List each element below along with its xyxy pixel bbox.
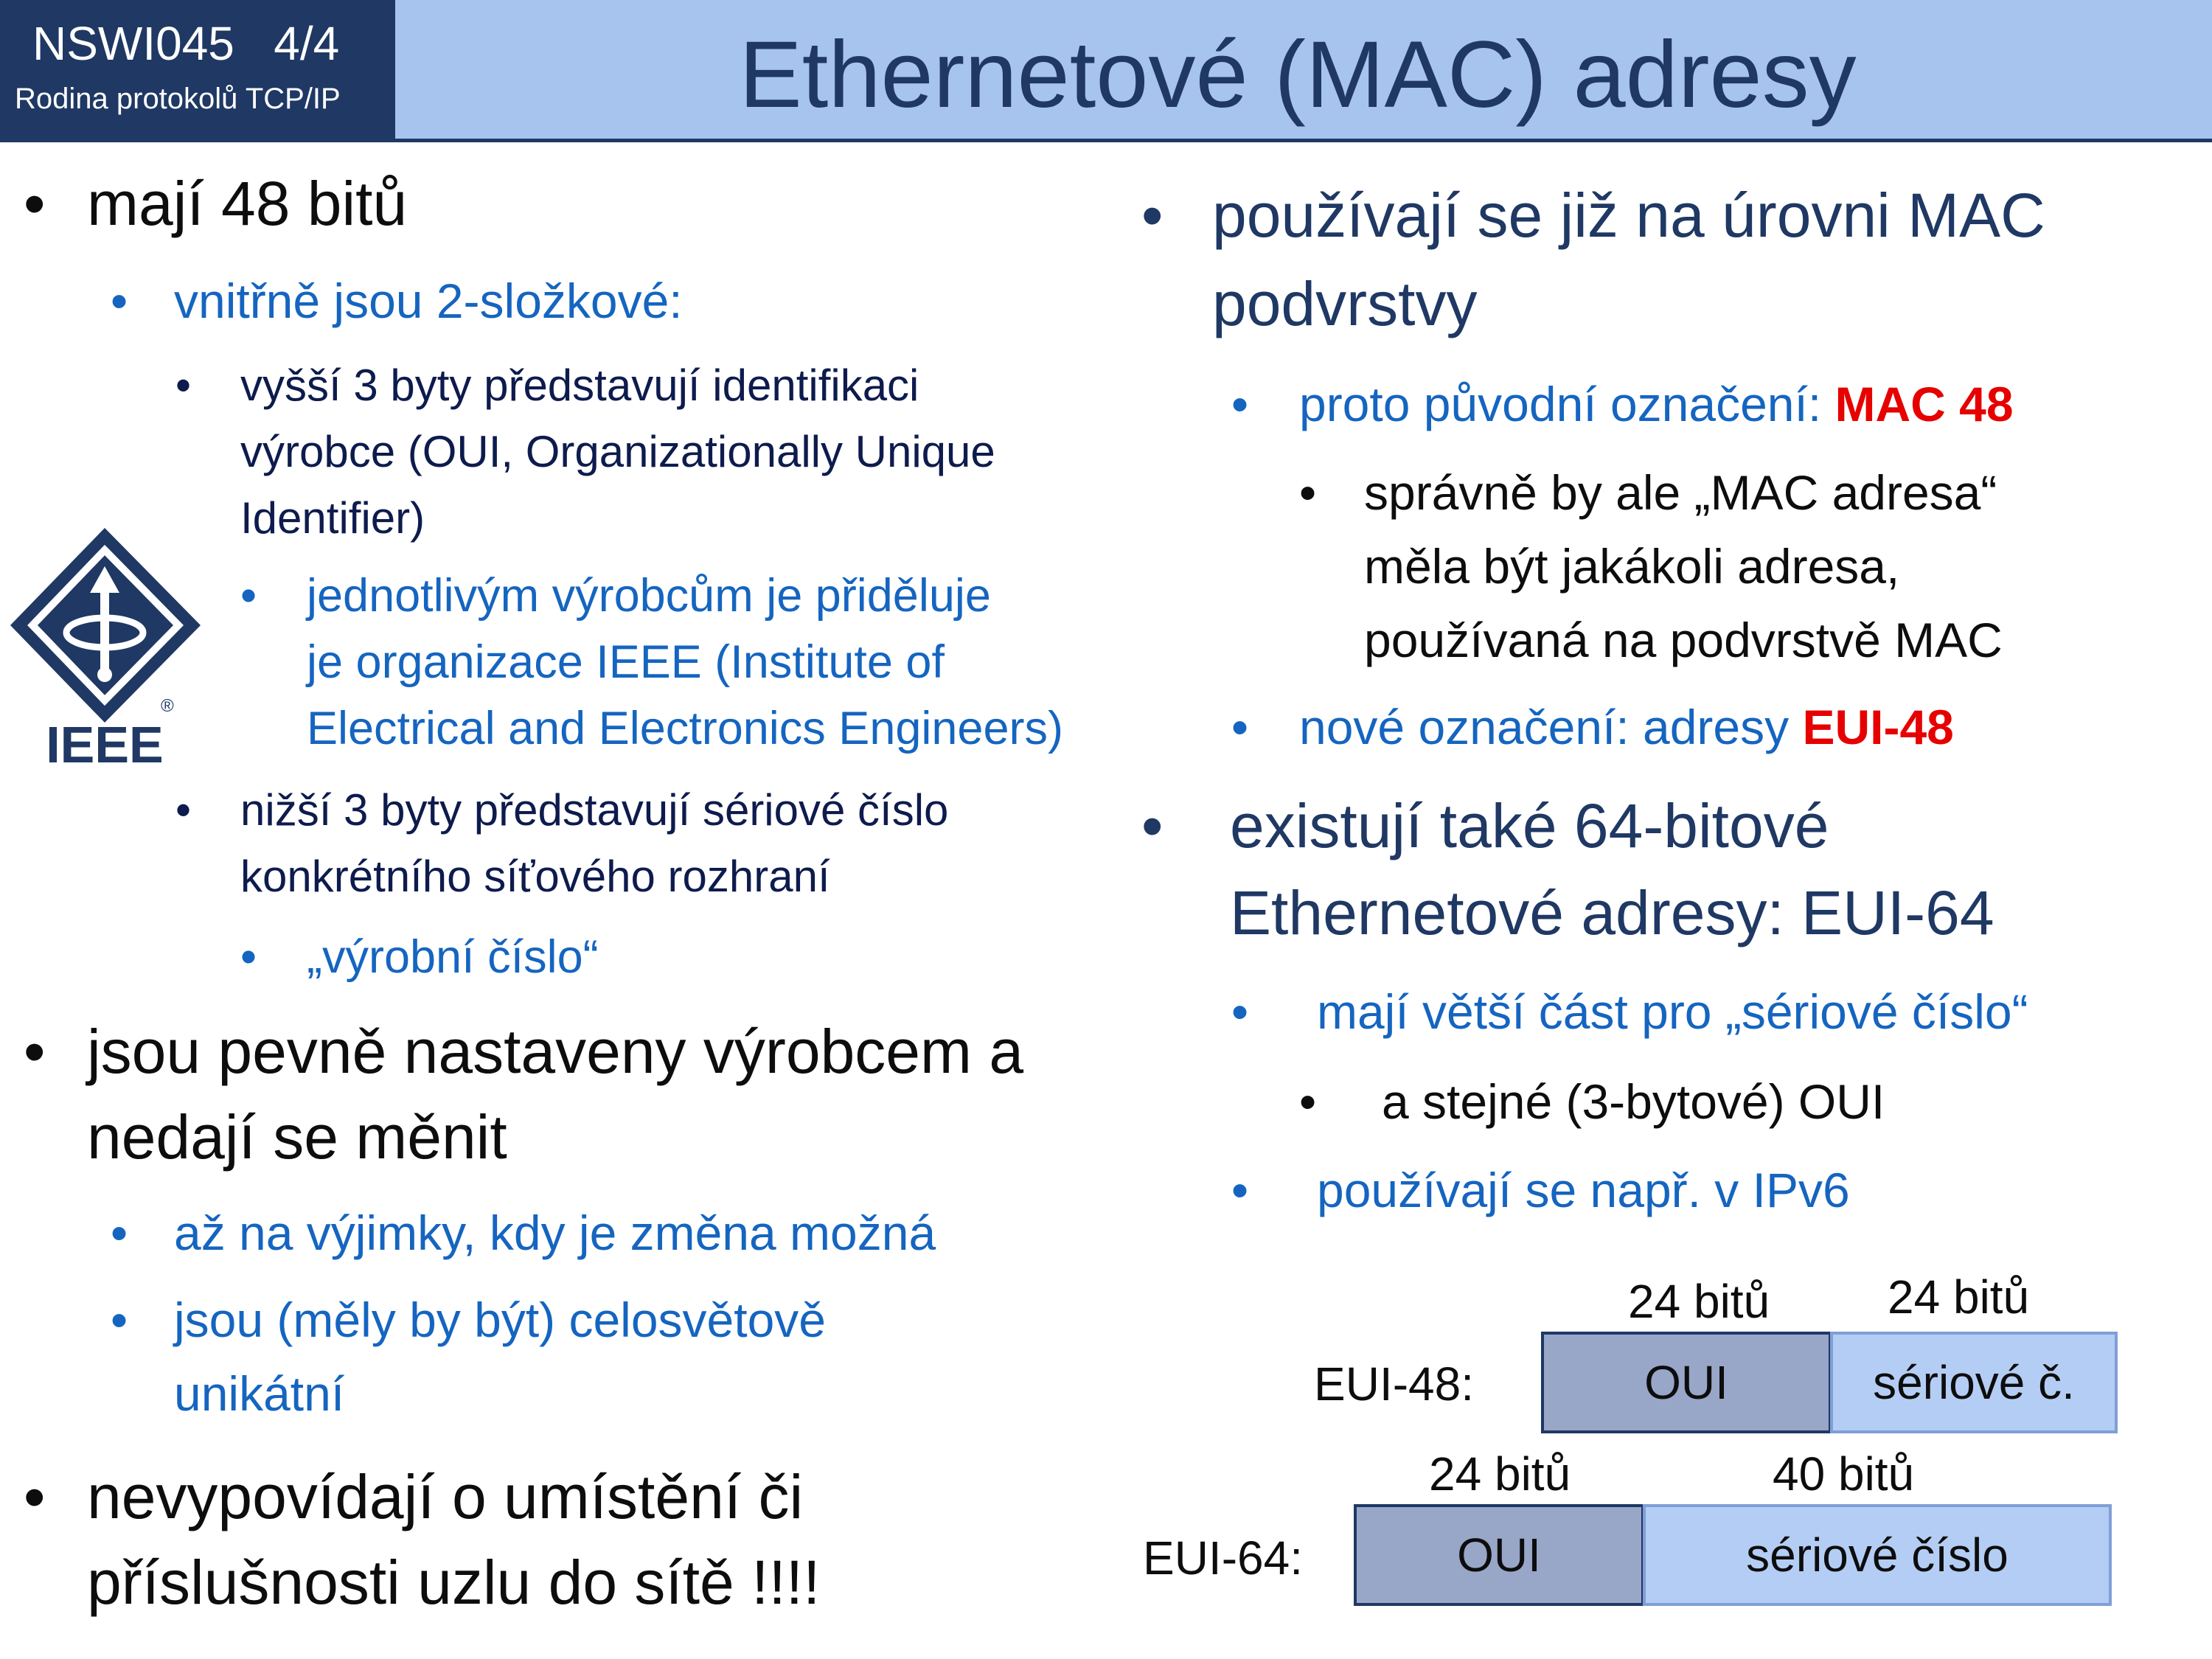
eui48-oui-bits: 24 bitů (1628, 1275, 1770, 1328)
eui64-serial-bits: 40 bitů (1773, 1447, 1915, 1500)
bullet-text-prefix: proto původní označení: (1299, 377, 1835, 431)
ieee-registered-mark: ® (161, 696, 174, 716)
bullet-text-line: je organizace IEEE (Institute of (307, 636, 945, 688)
bullet-text-line: měla být jakákoli adresa, (1364, 539, 1900, 594)
bullet-text: používají se např. v IPv6 (1317, 1163, 1850, 1217)
bullet-text-line: nižší 3 byty představují sériové číslo (240, 785, 949, 835)
bullet-text-line: nedají se měnit (87, 1102, 507, 1172)
bullet-text: „výrobní číslo“ (307, 931, 599, 983)
bullet-text: mají 48 bitů (87, 169, 408, 238)
bullet-text: až na výjimky, kdy je změna možná (174, 1206, 936, 1260)
eui64-oui-box: OUI (1354, 1504, 1644, 1606)
course-subtitle: Rodina protokolů TCP/IP (15, 83, 341, 115)
bullet-text-prefix: nové označení: adresy (1299, 700, 1803, 754)
eui64-serial-box: sériové číslo (1643, 1504, 2112, 1606)
bullet-text-line: příslušnosti uzlu do sítě !!!! (87, 1548, 821, 1617)
bullet-text-line: existují také 64-bitové (1230, 791, 1829, 860)
eui64-label: EUI-64: (1143, 1531, 1303, 1585)
bullet-text: vnitřně jsou 2-složkové: (174, 274, 683, 328)
bullet-text-line: vyšší 3 byty představují identifikaci (240, 361, 919, 410)
bullet-text (1299, 699, 1954, 755)
bullet-text: mají větší část pro „sériové číslo“ (1317, 984, 2028, 1039)
bullet-text-line: správně by ale „MAC adresa“ (1364, 465, 1997, 520)
eui48-oui-box: OUI (1541, 1332, 1832, 1433)
bullet-text-line: jsou pevně nastaveny výrobcem a (87, 1017, 1024, 1086)
bullet-text-line: unikátní (174, 1366, 345, 1421)
bullet-text-line: Electrical and Electronics Engineers) (307, 703, 1063, 754)
eui48-serial-box: sériové č. (1830, 1332, 2118, 1433)
eui48-label: EUI-48: (1314, 1357, 1474, 1411)
emphasis-mac48: MAC 48 (1834, 377, 2014, 431)
ieee-logo (7, 525, 203, 768)
slide-title: Ethernetové (MAC) adresy (739, 22, 1857, 128)
emphasis-eui48: EUI-48 (1802, 700, 1954, 754)
bullet-text-line: podvrstvy (1212, 269, 1478, 338)
bullet-text: a stejné (3-bytové) OUI (1382, 1074, 1885, 1129)
bullet-text-line: Ethernetové adresy: EUI-64 (1230, 878, 1994, 947)
eui64-oui-bits: 24 bitů (1429, 1447, 1571, 1500)
bullet-text-line: jsou (měly by být) celosvětově (174, 1293, 827, 1347)
bullet-text-line: výrobce (OUI, Organizationally Unique (240, 427, 995, 476)
bullet-text-line: používají se již na úrovni MAC (1212, 181, 2045, 250)
bullet-text (1299, 376, 2014, 432)
course-box (0, 0, 395, 142)
bullet-text-line: konkrétního síťového rozhraní (240, 852, 830, 901)
bullet-text-line: jednotlivým výrobcům je přiděluje (307, 570, 991, 622)
bullet-text-line: nevypovídají o umístění či (87, 1462, 804, 1531)
bullet-text-line: používaná na podvrstvě MAC (1364, 613, 2003, 667)
ieee-logo-text: IEEE (46, 716, 164, 768)
eui48-serial-bits: 24 bitů (1888, 1270, 2030, 1324)
course-code: NSWI045 4/4 (32, 17, 340, 70)
bullet-text-line: Identifier) (240, 493, 425, 543)
